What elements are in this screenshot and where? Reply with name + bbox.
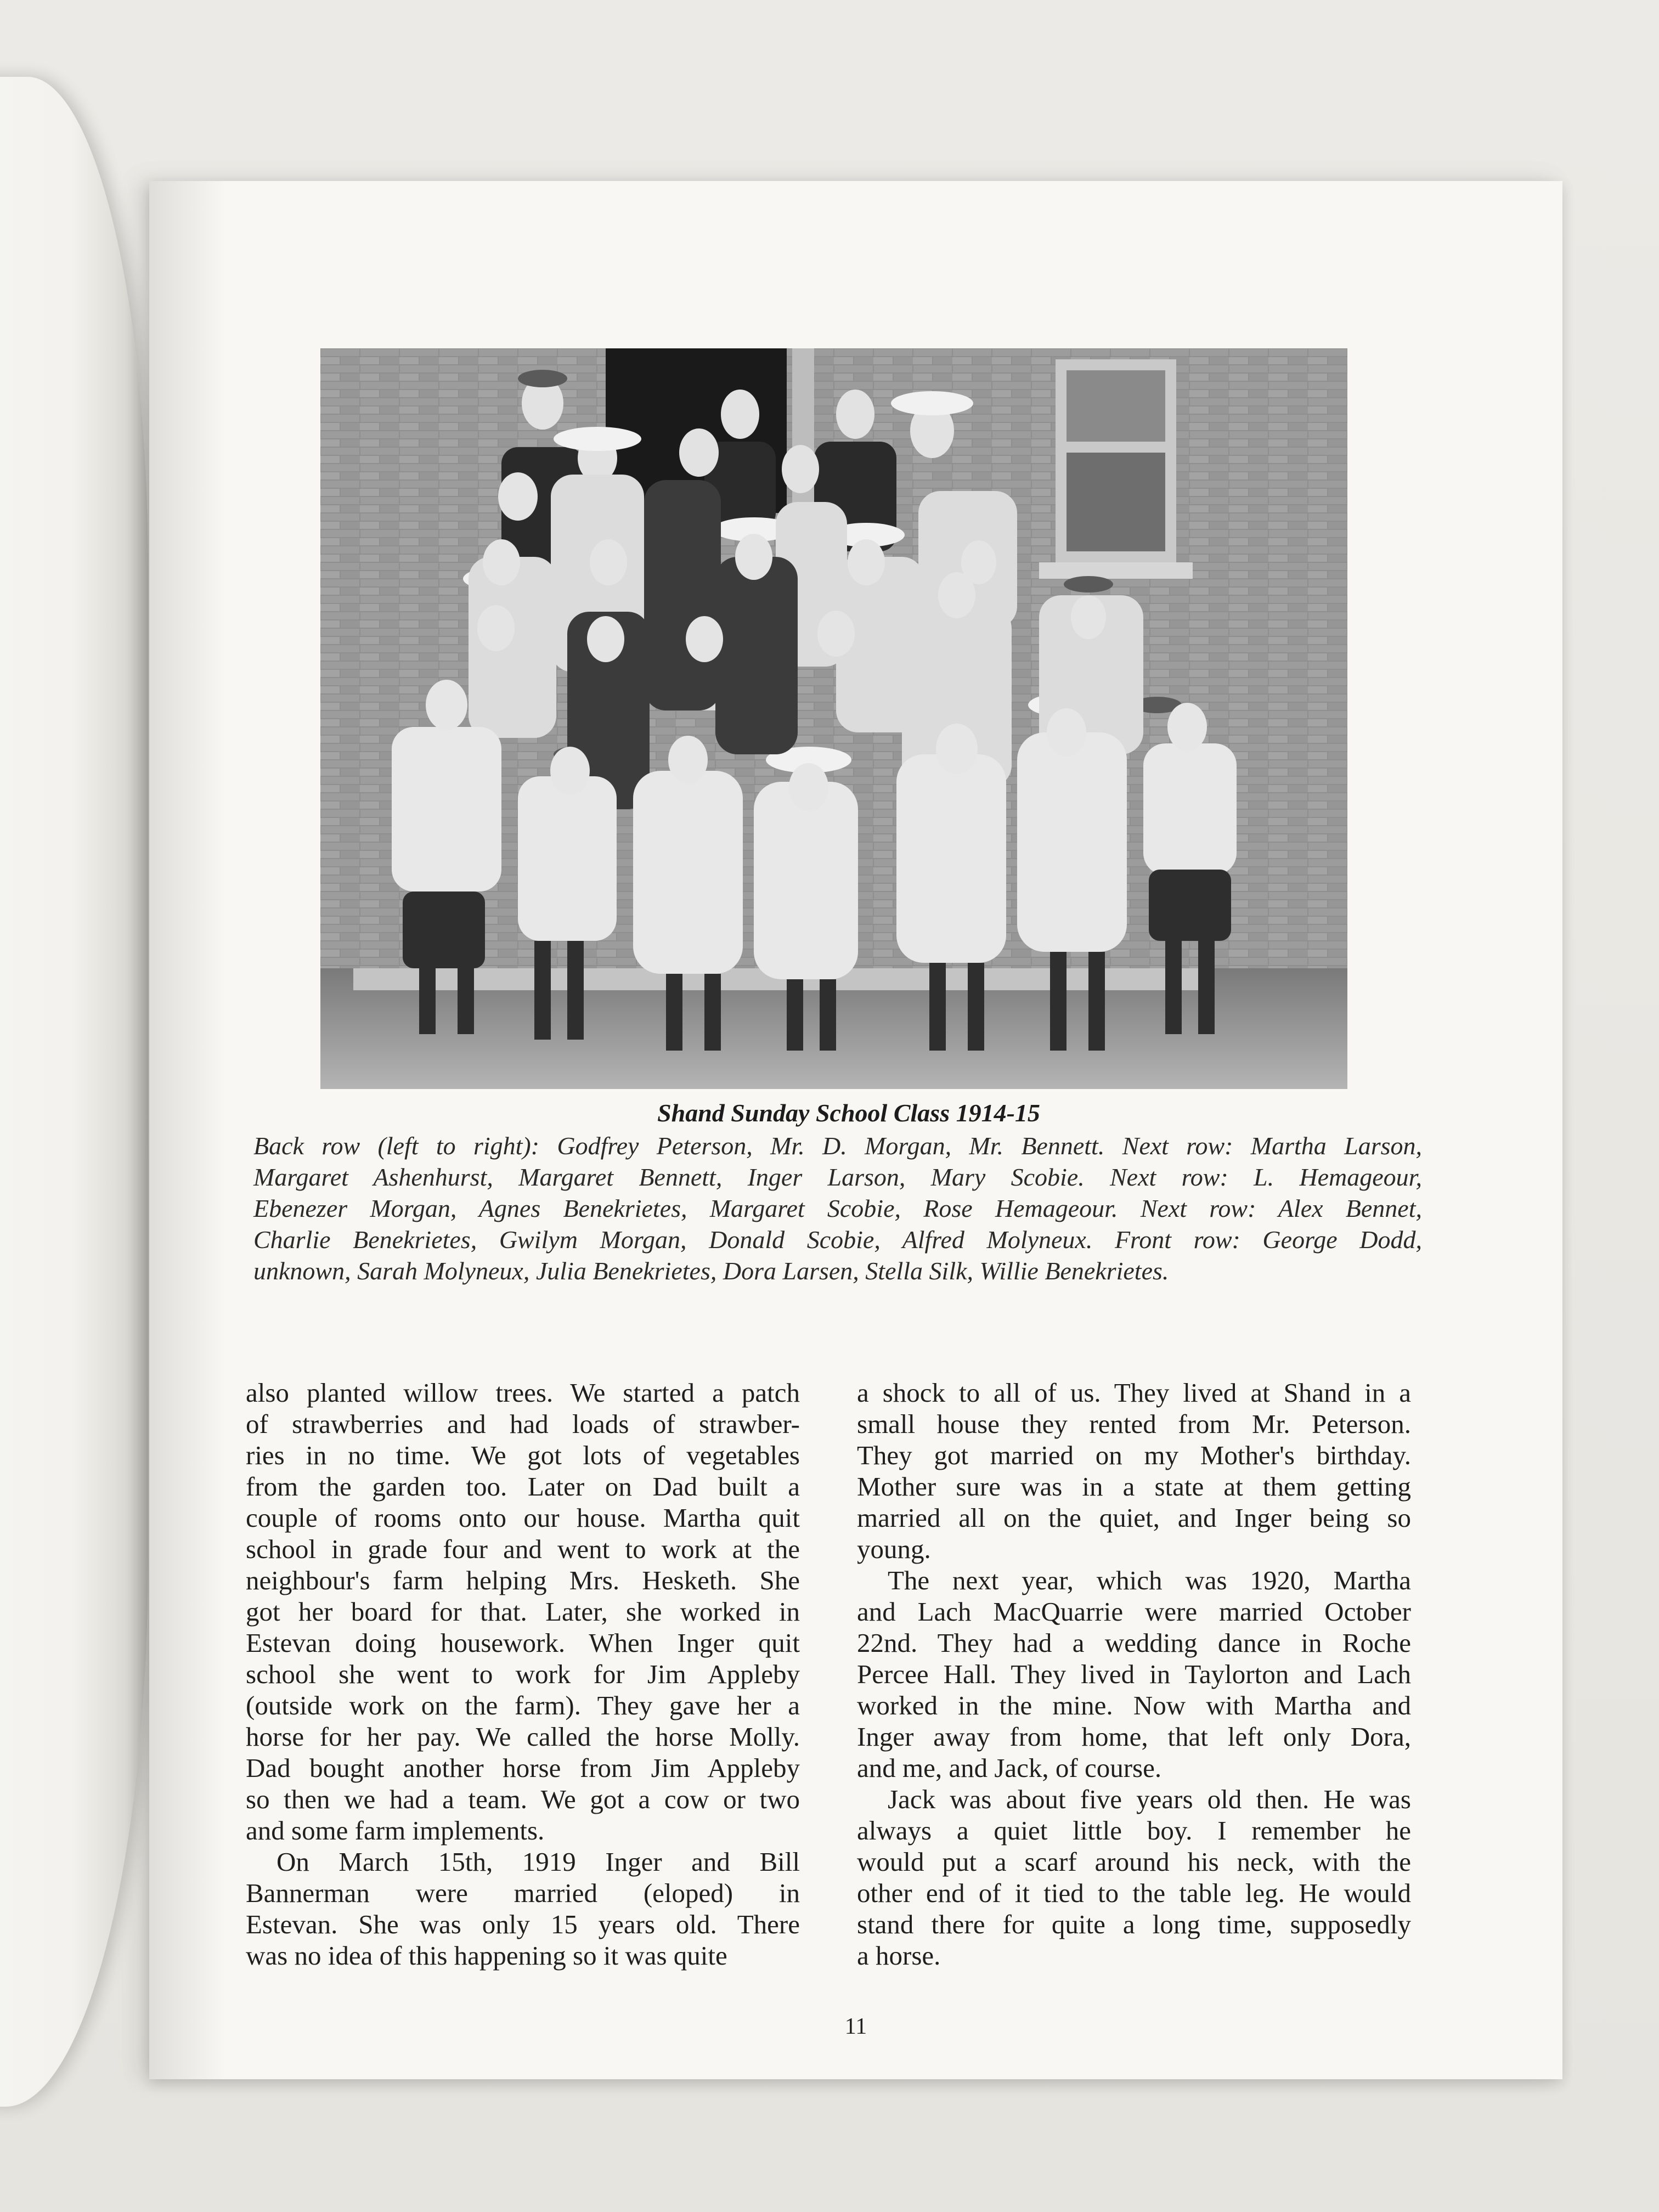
body-text-line: from the garden too. Later on Dad built a (246, 1471, 800, 1502)
body-text-line: of strawberries and had loads of strawber- (246, 1409, 800, 1439)
body-text-line: Inger away from home, that left only Dora, (857, 1722, 1411, 1752)
body-text-line: other end of it tied to the table leg. He would (857, 1878, 1411, 1908)
caption-line: Margaret Ashenhurst, Margaret Bennett, Inger Larson, Mary Scobie. Next row: L. Hemageour, (253, 1163, 1422, 1191)
body-text-line: school she went to work for Jim Appleby (246, 1659, 800, 1689)
body-text-line: got her board for that. Later, she worked in (246, 1596, 800, 1627)
body-text-line: and some farm implements. (246, 1815, 545, 1846)
photograph-image (320, 348, 1347, 1089)
body-text-line: young. (857, 1534, 931, 1564)
body-text-line: Estevan. She was only 15 years old. There (246, 1909, 800, 1939)
body-text-line: school in grade four and went to work at the (246, 1534, 800, 1564)
body-text-line: horse for her pay. We called the horse Molly. (246, 1722, 800, 1752)
gutter-shadow (149, 181, 226, 2079)
page-number: 11 (844, 2014, 867, 2039)
caption-line: unknown, Sarah Molyneux, Julia Benekrietes, Dora Larsen, Stella Silk, Willie Benekrietes. (253, 1257, 1169, 1285)
body-text-line: a horse. (857, 1940, 941, 1971)
body-text-line: was no idea of this happening so it was quite (246, 1940, 727, 1971)
body-text-line: neighbour's farm helping Mrs. Hesketh. She (246, 1565, 800, 1595)
body-text-line: and Lach MacQuarrie were married October (857, 1596, 1411, 1627)
body-text-line: Percee Hall. They lived in Taylorton and Lach (857, 1659, 1411, 1689)
body-text-line: 22nd. They had a wedding dance in Roche (857, 1628, 1411, 1658)
body-text-line: and me, and Jack, of course. (857, 1753, 1162, 1783)
body-text-line: Bannerman were married (eloped) in (246, 1878, 800, 1908)
caption-line: Ebenezer Morgan, Agnes Benekrietes, Margaret Scobie, Rose Hemageour. Next row: Alex Bennet, (253, 1194, 1422, 1222)
caption-line: Charlie Benekrietes, Gwilym Morgan, Donald Scobie, Alfred Molyneux. Front row: George Dodd, (253, 1226, 1422, 1254)
facing-page-left (0, 77, 148, 2107)
body-text-line: (outside work on the farm). They gave her a (246, 1690, 800, 1720)
body-text-line: The next year, which was 1920, Martha (888, 1565, 1411, 1595)
body-text-line: couple of rooms onto our house. Martha quit (246, 1503, 800, 1533)
text-column-right (857, 1377, 1411, 1971)
body-text-line: On March 15th, 1919 Inger and Bill (276, 1847, 800, 1877)
photo-caption-title: Shand Sunday School Class 1914-15 (657, 1099, 1040, 1127)
body-text-line: also planted willow trees. We started a patch (246, 1378, 800, 1408)
body-text-line: ries in no time. We got lots of vegetables (246, 1440, 800, 1470)
body-text-line: worked in the mine. Now with Martha and (857, 1690, 1411, 1720)
class-photograph (320, 348, 1347, 1089)
body-text-line: a shock to all of us. They lived at Shand in a (857, 1378, 1411, 1408)
body-text-line: always a quiet little boy. I remember he (857, 1815, 1411, 1846)
body-text-line: so then we had a team. We got a cow or two (246, 1784, 800, 1814)
body-text-line: small house they rented from Mr. Peterson. (857, 1409, 1411, 1439)
body-text-line: stand there for quite a long time, supposedly (857, 1909, 1411, 1939)
body-text-line: Jack was about five years old then. He was (888, 1784, 1411, 1814)
photo-caption-text (253, 1130, 1422, 1286)
body-text-line: Mother sure was in a state at them getting (857, 1471, 1411, 1502)
text-column-left (246, 1377, 800, 1971)
body-text-line: They got married on my Mother's birthday. (857, 1440, 1411, 1470)
body-text-line: Estevan doing housework. When Inger quit (246, 1628, 800, 1658)
body-text-line: Dad bought another horse from Jim Appleby (246, 1753, 800, 1783)
body-text-line: married all on the quiet, and Inger being so (857, 1503, 1411, 1533)
body-text-line: would put a scarf around his neck, with the (857, 1847, 1411, 1877)
caption-line: Back row (left to right): Godfrey Peterson, Mr. D. Morgan, Mr. Bennett. Next row: Martha Larson, (253, 1132, 1422, 1160)
book-page (149, 181, 1562, 2079)
